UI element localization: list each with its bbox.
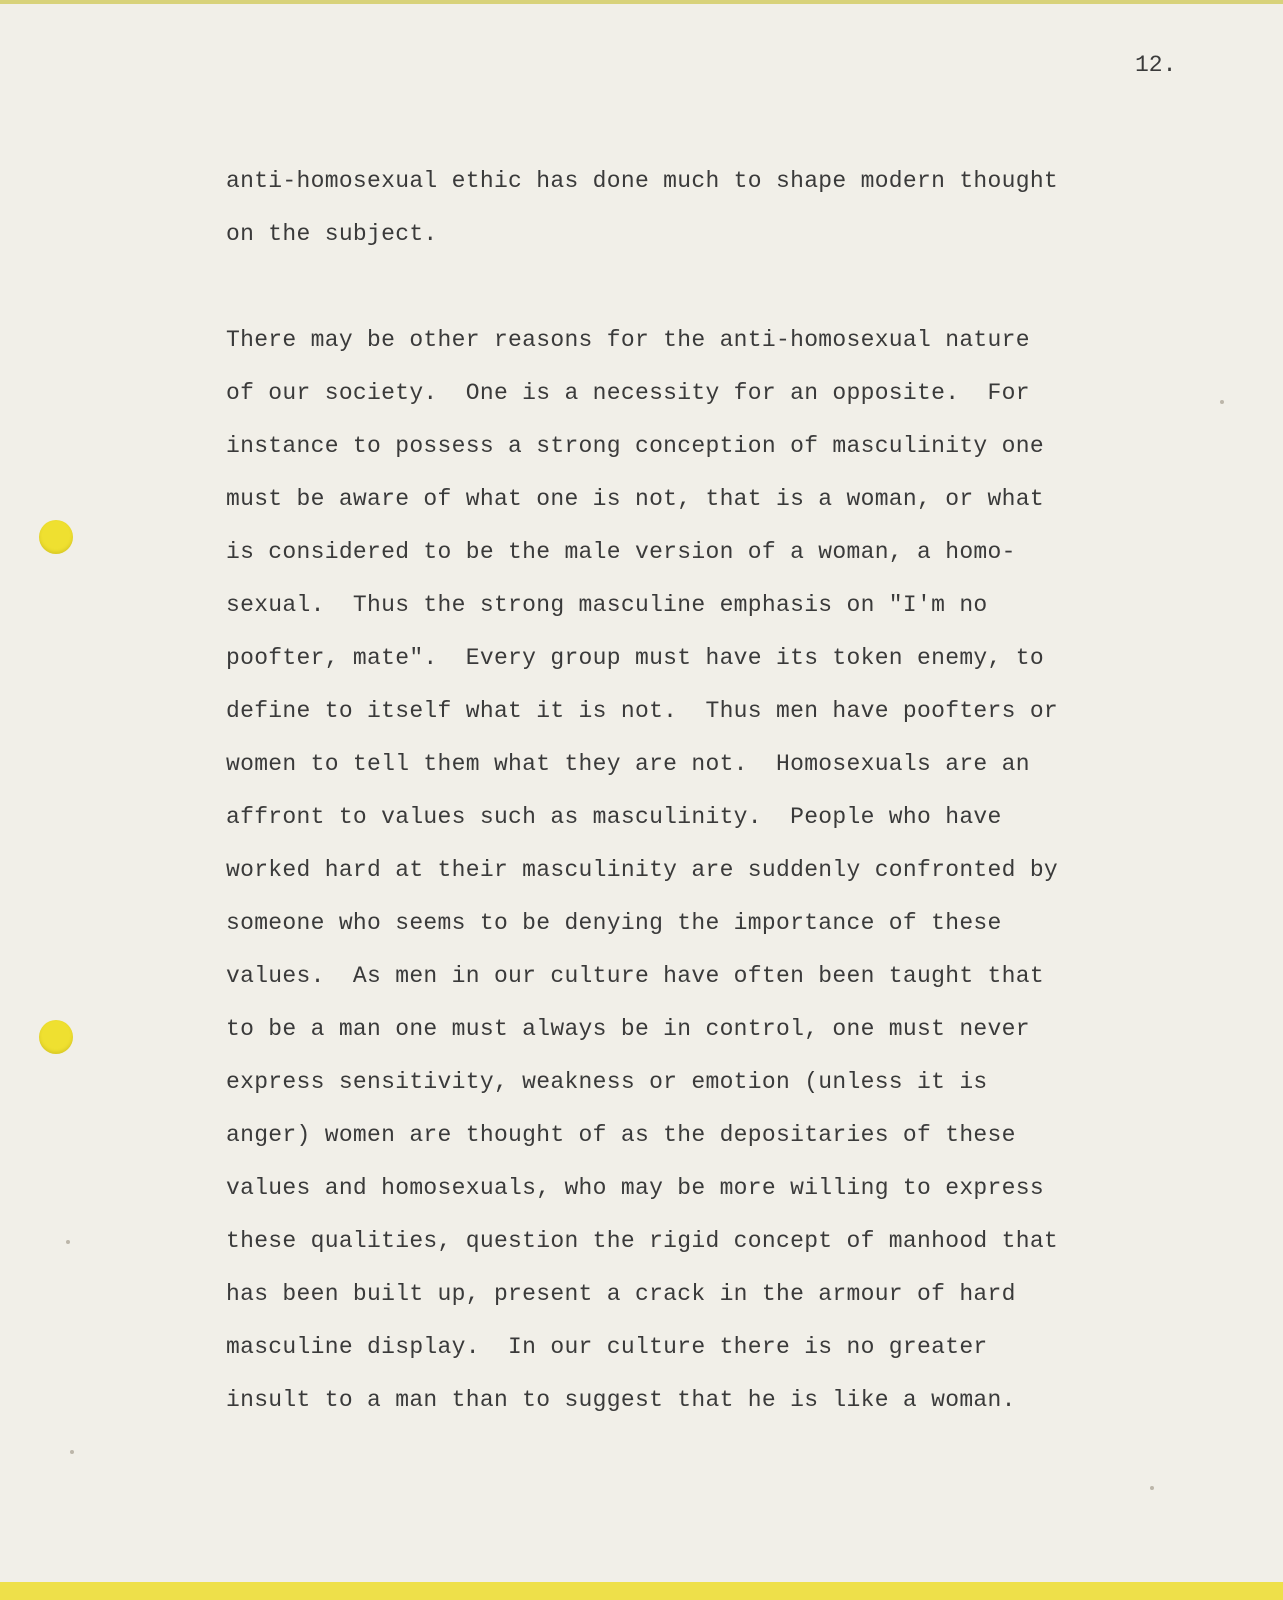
paper-speck xyxy=(1150,1486,1154,1490)
text-line: instance to possess a strong conception of masculinity one xyxy=(226,433,1044,459)
text-line: worked hard at their masculinity are suddenly confronted by xyxy=(226,857,1059,883)
paper-speck xyxy=(66,1240,70,1244)
text-line: values and homosexuals, who may be more willing to express xyxy=(226,1175,1044,1201)
main-paragraph xyxy=(226,314,1206,1427)
text-line: of our society. One is a necessity for an opposite. For xyxy=(226,380,1030,406)
text-line: poofter, mate". Every group must have its token enemy, to xyxy=(226,645,1044,671)
text-line: on the subject. xyxy=(226,221,438,247)
punch-hole-upper xyxy=(39,520,73,554)
text-line: anti-homosexual ethic has done much to shape modern thought xyxy=(226,168,1059,194)
text-line: must be aware of what one is not, that is a woman, or what xyxy=(226,486,1044,512)
page-number: 12. xyxy=(1135,52,1177,78)
text-line: There may be other reasons for the anti-homosexual nature xyxy=(226,327,1030,353)
text-line: to be a man one must always be in control, one must never xyxy=(226,1016,1030,1042)
text-line: is considered to be the male version of a woman, a homo- xyxy=(226,539,1016,565)
text-line: these qualities, question the rigid concept of manhood that xyxy=(226,1228,1059,1254)
punch-hole-lower xyxy=(39,1020,73,1054)
text-line: define to itself what it is not. Thus men have poofters or xyxy=(226,698,1059,724)
paper-speck xyxy=(70,1450,74,1454)
continued-paragraph xyxy=(226,155,1206,261)
paper-speck xyxy=(1220,400,1224,404)
top-paper-edge xyxy=(0,0,1283,4)
text-line: express sensitivity, weakness or emotion (unless it is xyxy=(226,1069,988,1095)
text-line: masculine display. In our culture there is no greater xyxy=(226,1334,988,1360)
text-line: anger) women are thought of as the depositaries of these xyxy=(226,1122,1016,1148)
bottom-paper-edge xyxy=(0,1582,1283,1600)
text-line: values. As men in our culture have often been taught that xyxy=(226,963,1044,989)
text-line: women to tell them what they are not. Homosexuals are an xyxy=(226,751,1030,777)
text-line: insult to a man than to suggest that he is like a woman. xyxy=(226,1387,1016,1413)
text-line: someone who seems to be denying the importance of these xyxy=(226,910,1002,936)
text-line: has been built up, present a crack in the armour of hard xyxy=(226,1281,1016,1307)
text-line: sexual. Thus the strong masculine emphasis on "I'm no xyxy=(226,592,988,618)
text-line: affront to values such as masculinity. People who have xyxy=(226,804,1002,830)
